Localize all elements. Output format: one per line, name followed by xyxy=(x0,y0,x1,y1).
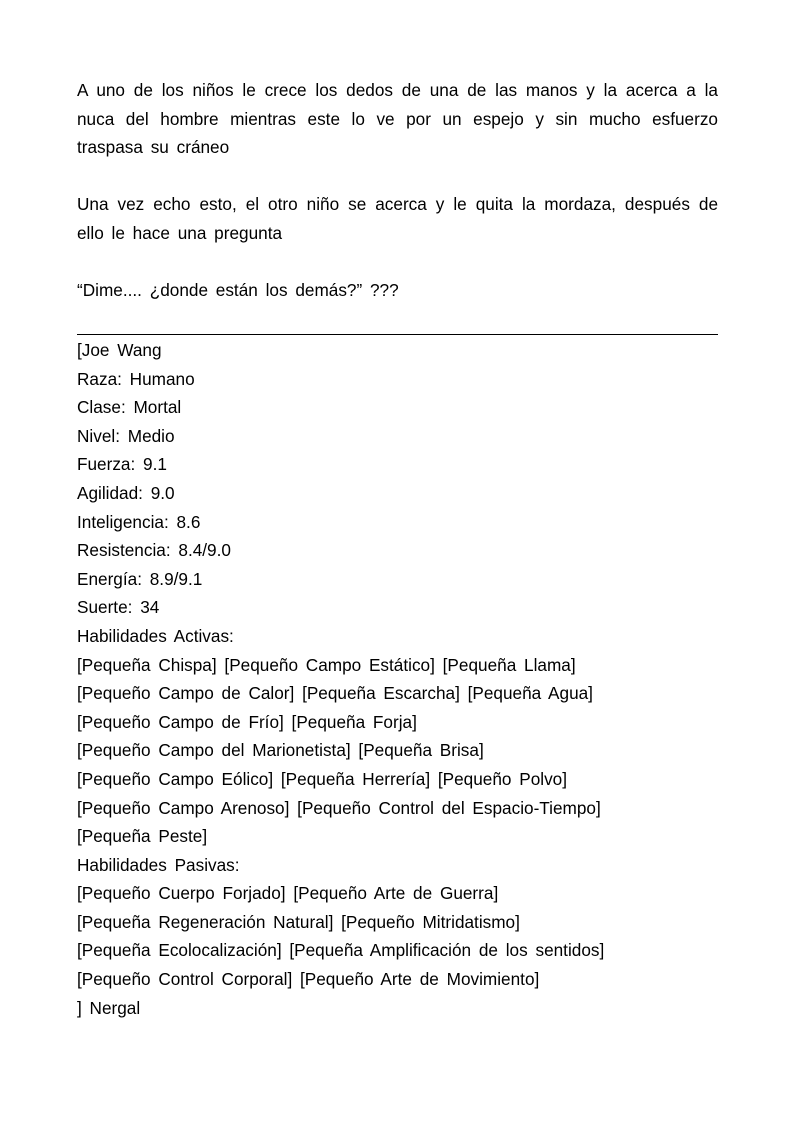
active-skills-line: [Pequeña Chispa] [Pequeño Campo Estático] [Pequeña Llama] xyxy=(77,654,576,675)
narrative-paragraph-1: A uno de los niños le crece los dedos de una de las manos y la acerca a la nuca del hombre mientras este lo ve por un espejo y sin mucho esfuerzo traspasa su cráneo xyxy=(77,80,718,158)
passive-skills-line: [Pequeña Regeneración Natural] [Pequeño Mitridatismo] xyxy=(77,911,520,932)
section-divider xyxy=(77,334,718,335)
passive-skills-line: [Pequeño Control Corporal] [Pequeño Arte de Movimiento] xyxy=(77,969,540,990)
status-line-race: Raza: Humano xyxy=(77,368,195,389)
status-line-class: Clase: Mortal xyxy=(77,397,182,418)
status-sheet-closing: ] Nergal xyxy=(77,997,141,1018)
active-skills-line: [Pequeño Campo del Marionetista] [Pequeña Brisa] xyxy=(77,740,484,761)
passive-skills-line: [Pequeña Ecolocalización] [Pequeña Amplificación de los sentidos] xyxy=(77,940,605,961)
status-line-name: [Joe Wang xyxy=(77,340,162,360)
status-line-energy: Energía: 8.9/9.1 xyxy=(77,568,203,589)
document-page xyxy=(77,76,718,1018)
active-skills-line: [Pequeño Campo Arenoso] [Pequeño Control del Espacio-Tiempo] xyxy=(77,797,601,818)
status-line-agility: Agilidad: 9.0 xyxy=(77,482,175,503)
active-skills-line: [Pequeño Campo de Calor] [Pequeña Escarcha] [Pequeña Agua] xyxy=(77,683,593,704)
active-skills-line: [Pequeño Campo de Frío] [Pequeña Forja] xyxy=(77,711,417,732)
active-skills-line: [Pequeña Peste] xyxy=(77,826,208,847)
active-skills-line: [Pequeño Campo Eólico] [Pequeña Herrería] [Pequeño Polvo] xyxy=(77,768,568,789)
active-skills-heading: Habilidades Activas: xyxy=(77,625,234,646)
passive-skills-line: [Pequeño Cuerpo Forjado] [Pequeño Arte de Guerra] xyxy=(77,883,499,904)
status-line-intelligence: Inteligencia: 8.6 xyxy=(77,511,201,532)
status-line-level: Nivel: Medio xyxy=(77,425,175,446)
passive-skills-heading: Habilidades Pasivas: xyxy=(77,854,240,875)
status-line-luck: Suerte: 34 xyxy=(77,597,160,618)
status-line-resistance: Resistencia: 8.4/9.0 xyxy=(77,540,231,561)
status-sheet xyxy=(77,336,718,1022)
narrative-paragraph-2: Una vez echo esto, el otro niño se acerca y le quita la mordaza, después de ello le hace una pregunta xyxy=(77,194,718,243)
status-line-strength: Fuerza: 9.1 xyxy=(77,454,167,475)
narrative-paragraph-3: “Dime.... ¿donde están los demás?” ??? xyxy=(77,280,399,301)
